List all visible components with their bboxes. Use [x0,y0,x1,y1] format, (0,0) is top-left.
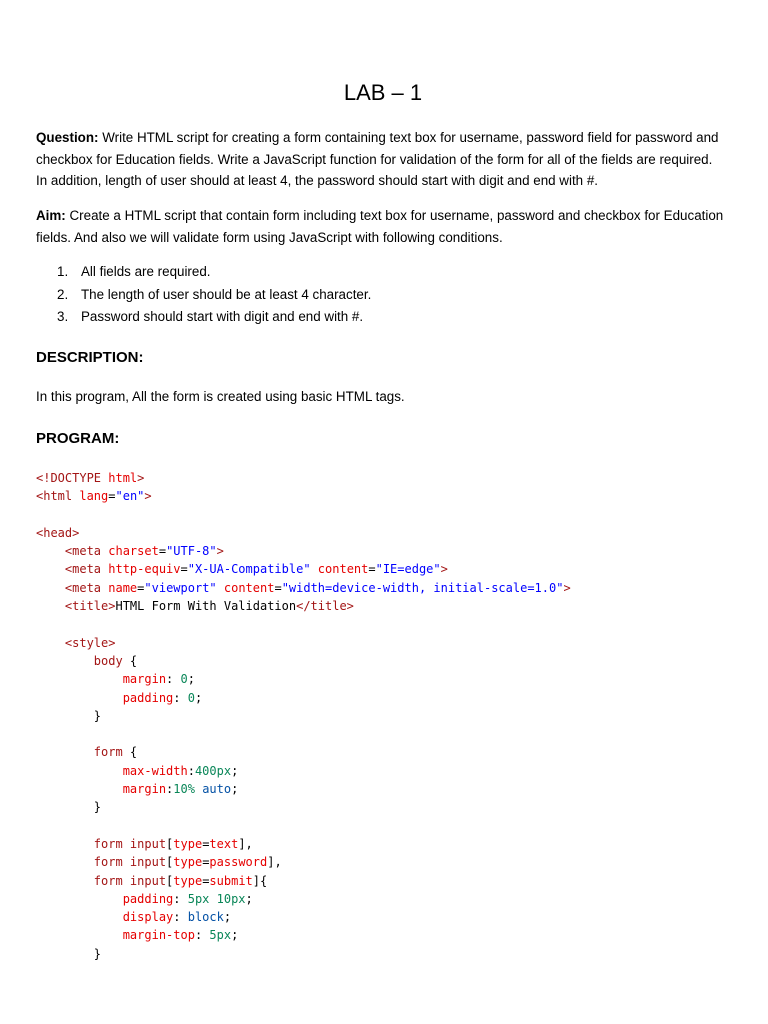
code-token: "viewport" [144,580,217,595]
code-line [36,579,571,597]
code-line [36,926,571,944]
code-token: = [158,544,167,559]
code-token: = [180,562,188,577]
code-token: : [166,672,181,687]
code-token: { [122,653,138,668]
program-heading: PROGRAM: [36,430,120,447]
code-token: text [209,836,239,851]
code-line [36,872,571,890]
code-token: padding [36,690,174,705]
code-token: content [317,562,369,577]
code-token: body [36,653,123,668]
code-token: HTML Form With Validation [115,599,297,614]
description-heading: DESCRIPTION: [36,349,144,366]
condition-text: The length of user should be at least 4 character. [81,286,372,302]
code-token: ; [223,910,232,925]
code-token: : [187,763,195,778]
code-token: = [202,855,210,870]
code-token: padding [36,891,174,906]
code-token: 400px [194,763,232,778]
code-token: margin [36,672,167,687]
code-token: 0 [180,672,188,687]
code-token: "X-UA-Compatible" [187,562,311,577]
code-line [36,560,571,578]
question-label: Question: [36,130,99,145]
code-token: > [144,489,152,504]
code-token: <meta [36,544,109,559]
code-line [36,725,571,743]
code-token: type [173,836,203,851]
code-line [36,908,571,926]
code-token: margin [36,782,167,797]
code-token: lang [79,489,109,504]
condition-text: All fields are required. [81,264,211,279]
code-token: = [368,562,376,577]
code-token: 5px 10px [187,891,246,906]
code-token: : [173,690,188,705]
code-token: ; [231,782,239,797]
code-token: form input [36,836,167,851]
code-token: = [202,873,210,888]
code-token: 0 [187,690,195,705]
code-token: block [187,910,224,925]
condition-text: Password should start with digit and end with #. [81,309,364,324]
code-token: <!DOCTYPE [36,471,109,485]
code-token: = [108,489,116,504]
code-token: = [202,836,210,851]
code-token: } [36,946,102,961]
code-token: <meta [36,580,109,595]
code-token: form input [36,873,167,888]
code-token: = [274,580,282,595]
code-token: http-equiv [108,562,181,577]
code-line [36,506,571,524]
code-token: ; [231,763,239,778]
code-line [36,835,571,853]
code-token: password [209,855,268,870]
code-line [36,670,571,688]
code-token: { [122,745,138,760]
page-title: LAB – 1 [343,80,423,105]
code-token: form input [36,855,167,870]
code-token: "en" [115,489,145,504]
code-token: form [36,745,123,760]
code-token: > [440,562,448,577]
code-token: <meta [36,562,109,577]
code-line [36,634,571,652]
code-line [36,798,571,816]
code-token: = [137,580,145,595]
code-token: </title> [296,599,354,614]
code-token: : [166,782,174,797]
code-line [36,707,571,725]
code-token: submit [209,873,253,888]
code-token: : [173,910,188,925]
code-token: <head> [36,525,80,540]
code-token: ], [238,836,253,851]
code-token: content [223,580,275,595]
code-token: : [173,891,188,906]
code-token: html [108,471,138,485]
code-token: 10% [173,782,195,797]
list-item: 1. All fields are required. [57,264,211,279]
code-token: display [36,910,174,925]
code-token [217,581,224,595]
code-token: name [108,580,138,595]
code-line [36,542,571,560]
code-token: "UTF-8" [166,544,217,559]
code-token: <html [36,489,80,504]
code-line [36,524,571,542]
code-token: auto [202,782,232,797]
description-text: In this program, All the form is created using basic HTML tags. [36,389,405,404]
question-text: Write HTML script for creating a form containing text box for username, password field for password and checkbox for Education fields. Write a JavaScript function for validation of the form for all of the fields are required. In addition, length of user should at least 4, the password should start with digit and end with #. [36,130,719,189]
code-line [36,762,571,780]
code-token: [ [166,836,174,851]
code-line [36,780,571,798]
code-token: max-width [36,763,188,778]
code-token: "width=device-width, initial-scale=1.0" [281,580,564,595]
aim-text: Create a HTML script that contain form including text box for username, password and checkbox for Education fields. And also we will validate form using JavaScript with following conditions. [36,208,724,245]
code-token: margin-top [36,928,195,943]
list-item: 2. The length of user should be at least 4 character. [57,286,372,302]
code-token: } [36,800,102,815]
conditions-list [36,261,716,329]
question-paragraph [36,127,726,192]
code-line [36,743,571,761]
code-token: 5px [209,928,232,943]
code-line [36,615,571,633]
code-token: ; [231,928,239,943]
code-token: charset [108,544,159,559]
code-token: ; [187,672,195,687]
list-item: 3. Password should start with digit and end with #. [57,309,364,324]
aim-paragraph [36,205,726,248]
code-line [36,890,571,908]
code-token: ], [267,855,282,870]
code-token: > [563,580,571,595]
code-line [36,597,571,615]
code-token [311,562,318,576]
code-line [36,652,571,670]
code-token: <title> [36,599,116,614]
code-line [36,817,571,835]
code-token: <style> [36,635,116,650]
code-token: : [194,928,210,943]
code-line [36,689,571,707]
code-token: type [173,873,203,888]
code-line [36,487,571,505]
code-token: > [137,471,145,485]
code-token: > [216,544,224,559]
code-line [36,945,571,963]
code-token: [ [166,855,174,870]
code-block [36,469,571,963]
code-token: [ [166,873,174,888]
code-token: type [173,855,203,870]
code-line [36,469,571,487]
code-token: } [36,708,102,723]
code-line [36,853,571,871]
aim-label: Aim: [36,208,66,223]
code-token: ]{ [252,873,268,888]
code-token: ; [194,690,203,705]
code-token: "IE=edge" [375,562,441,577]
code-token: ; [245,891,253,906]
